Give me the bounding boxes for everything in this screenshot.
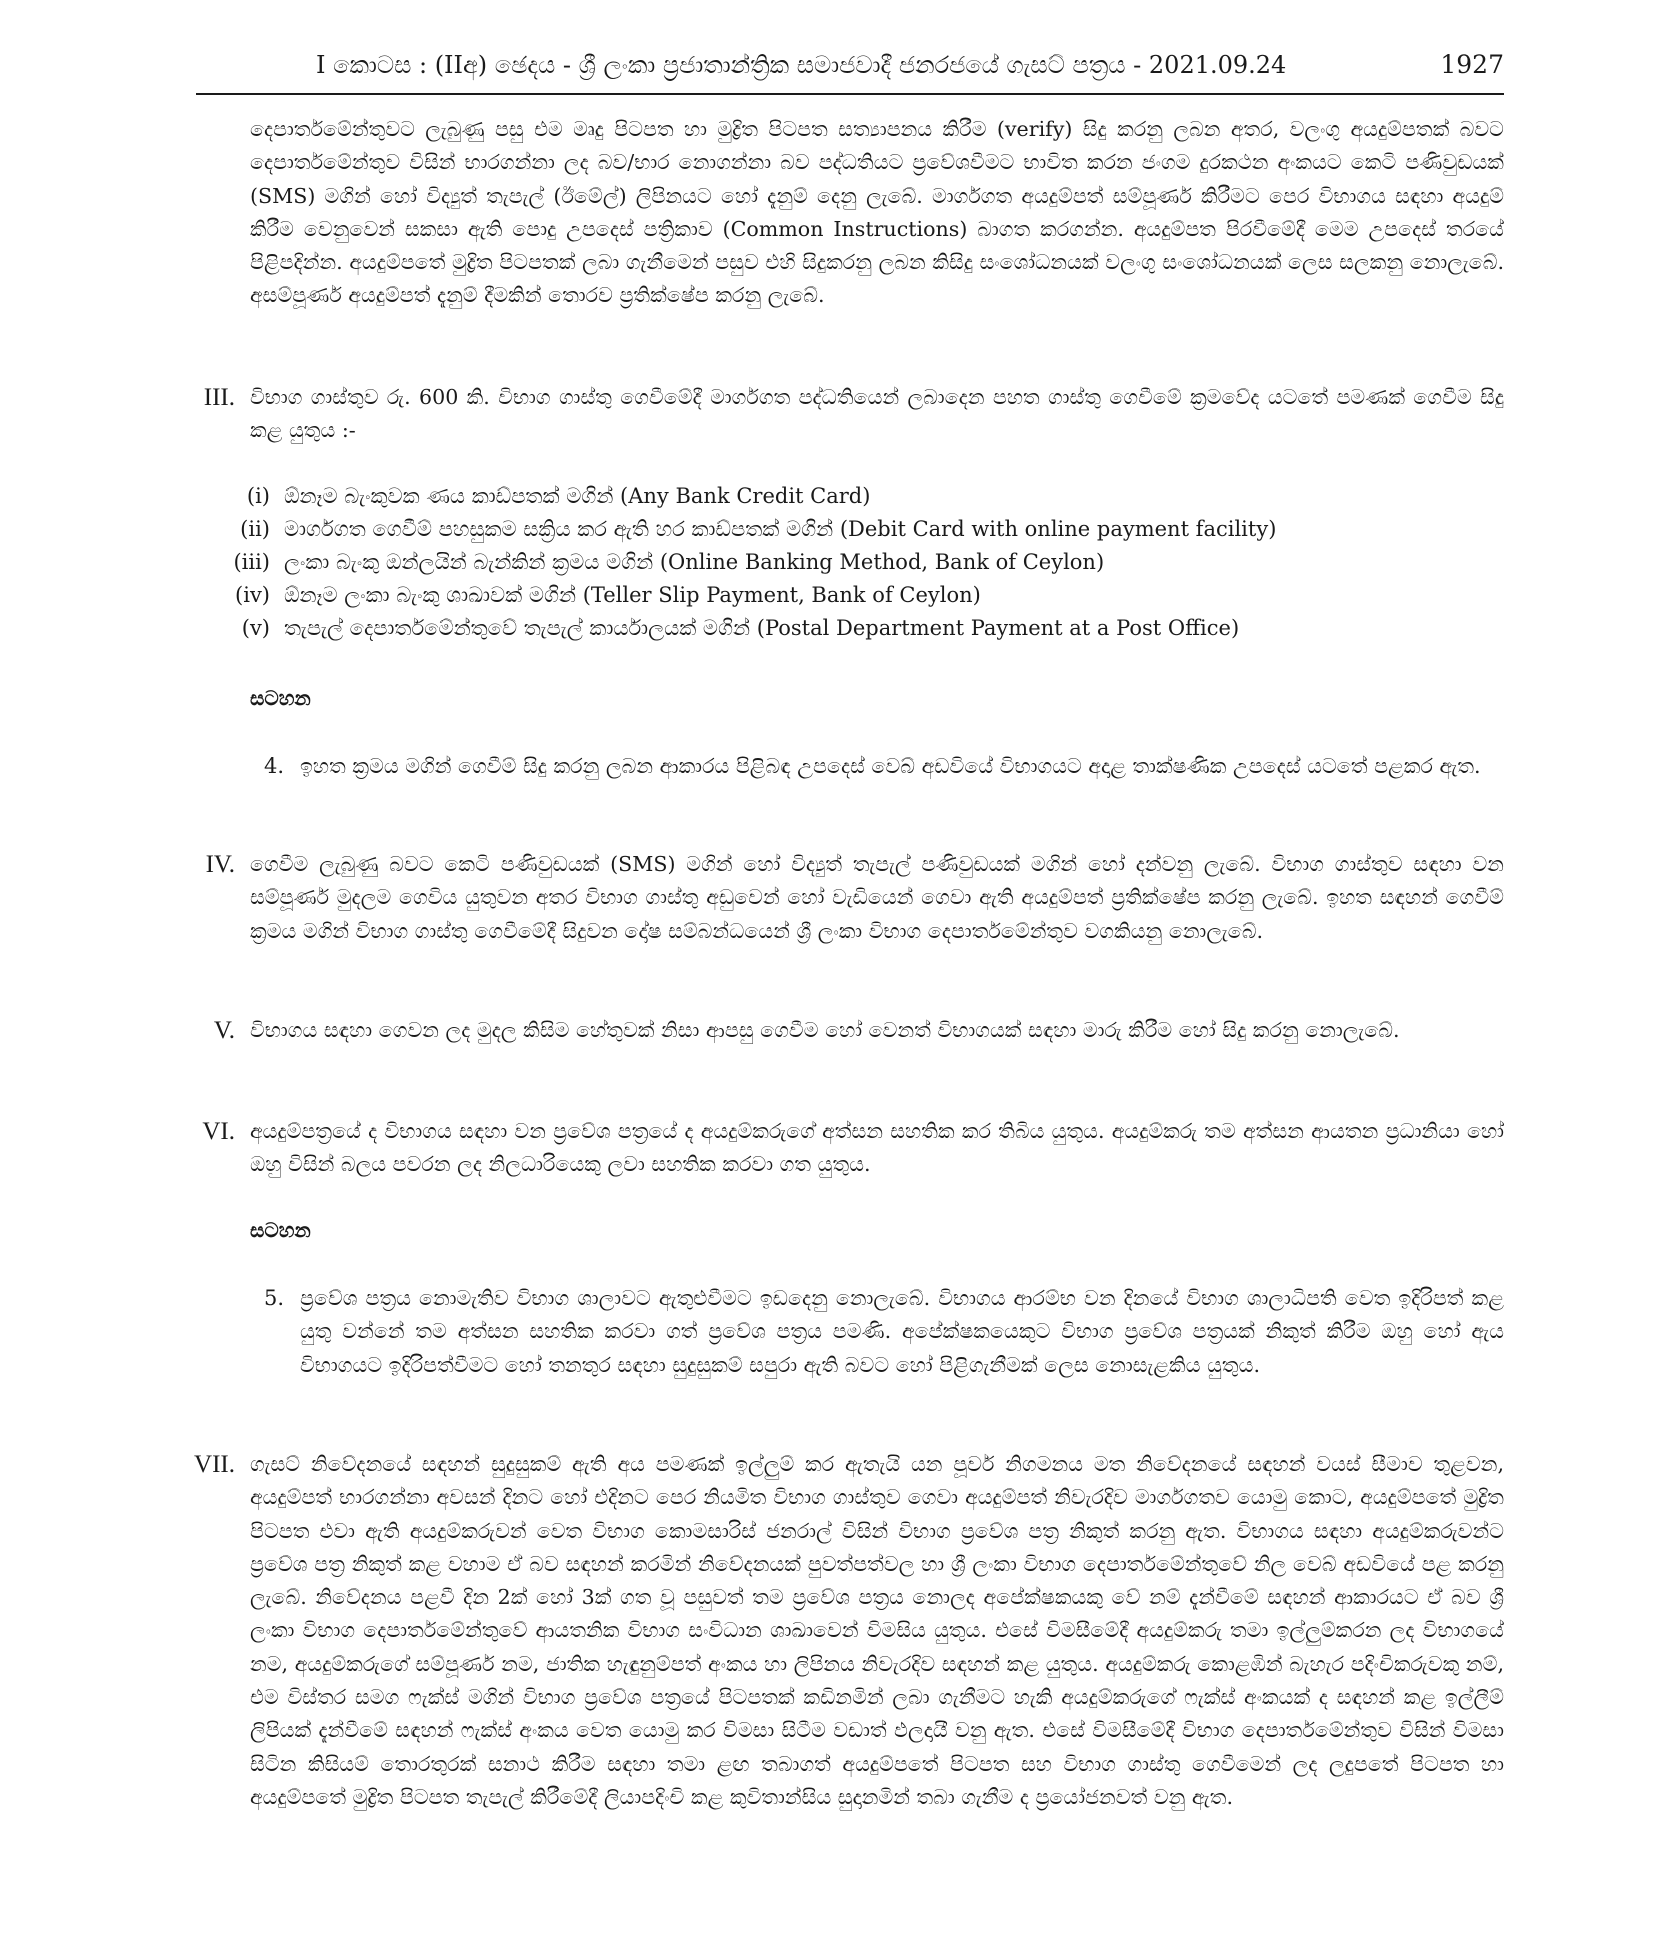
- section-number-vii: VII.: [194, 1451, 235, 1478]
- section-iii-text: විභාග ගාස්තුව රු. 600 කි. විභාග ගාස්තු ගෙවීමේදී මාර්ගගත පද්ධතියෙන් ලබාදෙන පහත ගාස්තු ගෙවීමේ ක්‍රමවේද යටතේ පමණක් ගෙවීම සිදු කළ යුතුය :-: [250, 385, 1504, 443]
- item-number: (iii): [233, 550, 270, 574]
- payment-method-item: [210, 612, 1239, 645]
- header-title: I කොටස : (IIඅ) ඡෙදය - ශ්‍රී ලංකා ප්‍රජාතාන්ත්‍රික සමාජවාදී ජනරජයේ ගැසට් පත්‍රය - 2021.09.24: [316, 51, 1287, 79]
- section-v-text: විභාගය සඳහා ගෙවන ලද මුදල කිසිම හේතුවක් නිසා ආපසු ගෙවීම හෝ වෙනත් විභාගයක් සඳහා මාරු කිරීම හෝ සිදු කරනු නොලැබේ.: [250, 1018, 1400, 1042]
- intro-paragraph: දෙපාර්තමේන්තුවට ලැබුණු පසු එම මෘදු පිටපත හා මුද්‍රිත පිටපත සත්‍යාපනය කිරීම (verify) සිදු කරනු ලබන අතර, වලංගු අයදුම්පතක් බවට දෙපාර්තමේන්තුව විසින් භාරගන්නා ලද බව/භාර නොගන්නා බව පද්ධතියට ප්‍රවේශවීමට භාවිත කරන ජංගම දුරකථන අංකයට කෙටි පණිවුඩයක් (SMS) මගින් හෝ විද්‍යුත් තැපැල් (ඊමේල්) ලිපිනයට හෝ දැනුම් දෙනු ලැබේ. මාර්ගගත අයදුම්පත් සම්පූර්ණ කිරීමට පෙර විභාගය සඳහා අයදුම් කිරීම වෙනුවෙන් සකසා ඇති පොදු උපදෙස් පත්‍රිකාව (Common Instructions) බාගත කරගන්න. අයදුම්පත පිරවීමේදී මෙම උපදෙස් තරයේ පිළිපදින්න. අයදුම්පතේ මුද්‍රිත පිටපතක් ලබා ගැනීමෙන් පසුව එහි සිදුකරනු ලබන කිසිදු සංශෝධනයක් වලංගු සංශෝධනයක් ලෙස සලකනු නොලැබේ. අසම්පූර්ණ අයදුම්පත් දැනුම් දීමකින් තොරව ප්‍රතික්ෂේප කරනු ලැබේ.: [250, 117, 1504, 308]
- section-number-iv: IV.: [205, 851, 235, 878]
- item-text: ලංකා බැංකු ඔන්ලයින් බැන්කින් ක්‍රමය මගින් (Online Banking Method, Bank of Ceylon): [284, 550, 1105, 574]
- item-number: (ii): [240, 517, 270, 541]
- item-number: (i): [246, 484, 270, 508]
- payment-method-item: [210, 480, 870, 513]
- section-vi-text: අයදුම්පත්‍රයේ ද විභාගය සඳහා වන ප්‍රවේශ පත්‍රයේ ද අයදුම්කරුගේ අත්සන සහතික කර තිබිය යුතුය. අයදුම්කරු තම අත්සන ආයතන ප්‍රධානියා හෝ ඔහු විසින් බලය පවරන ලද නිලධාරියෙකු ලවා සහතික කරවා ගත යුතුය.: [250, 1119, 1504, 1177]
- note-label: සටහන: [250, 1218, 311, 1242]
- payment-method-item: [210, 546, 1104, 579]
- section-number-vi: VI.: [202, 1118, 235, 1145]
- item-text: මාර්ගගත ගෙවීම් පහසුකම සක්‍රිය කර ඇති හර කාඩ්පතක් මගින් (Debit Card with online payment facility): [284, 517, 1277, 541]
- item-number: (v): [241, 616, 270, 640]
- page-header: [196, 48, 1504, 92]
- header-rule: [196, 93, 1504, 95]
- note-4-text: ඉහත ක්‍රමය මගින් ගෙවීම් සිදු කරනු ලබන ආකාරය පිළිබඳ උපදෙස් වෙබ් අඩවියේ විභාගයට අදාළ තාක්ෂණික උපදෙස් යටතේ පළකර ඇත.: [300, 754, 1481, 778]
- section-iv-text: ගෙවීම ලැබුණු බවට කෙටි පණිවුඩයක් (SMS) මගින් හෝ විද්‍යුත් තැපැල් පණිවුඩයක් මගින් හෝ දන්වනු ලැබේ. විභාග ගාස්තුව සඳහා වන සම්පූර්ණ මුදලම ගෙවිය යුතුවන අතර විභාග ගාස්තු අඩුවෙන් හෝ වැඩියෙන් ගෙවා ඇති අයදුම්පත් ප්‍රතික්ෂේප කරනු ලැබේ. ඉහත සඳහන් ගෙවීම් ක්‍රමය මගින් විභාග ගාස්තු ගෙවීමේදී සිදුවන දෝෂ සම්බන්ධයෙන් ශ්‍රී ලංකා විභාග දෙපාර්තමේන්තුව වගකියනු නොලැබේ.: [250, 852, 1504, 943]
- note-label: සටහන: [250, 686, 311, 710]
- note-number: 5.: [263, 1286, 284, 1310]
- item-text: ඕනෑම බැංකුවක ණය කාඩ්පතක් මගින් (Any Bank Credit Card): [284, 484, 871, 508]
- page-number: 1927: [1440, 50, 1504, 79]
- note-5-text: ප්‍රවේශ පත්‍රය නොමැතිව විභාග ශාලාවට ඇතුළුවීමට ඉඩදෙනු නොලැබේ. විභාගය ආරම්භ වන දිනයේ විභාග ශාලාධිපති වෙත ඉදිරිපත් කළ යුතු වන්නේ තම අත්සන සහතික කරවා ගත් ප්‍රවේශ පත්‍රය පමණි. අපේක්ෂකයෙකුට විභාග ප්‍රවේශ පත්‍රයක් නිකුත් කිරීම ඔහු හෝ ඇය විභාගයට ඉදිරිපත්වීමට හෝ තනතුර සඳහා සුදුසුකම් සපුරා ඇති බවට හෝ පිළිගැනීමක් ලෙස නොසැළකිය යුතුය.: [300, 1286, 1504, 1377]
- section-vii-text: ගැසට් නිවේදනයේ සඳහන් සුදුසුකම් ඇති අය පමණක් ඉල්ලුම් කර ඇතැයි යන පූර්ව නිගමනය මත නිවේදනයේ සඳහන් වයස් සීමාව තුළවන, අයදුම්පත් භාරගන්නා අවසන් දිනට හෝ එදිනට පෙර නියමිත විභාග ගාස්තුව ගෙවා අයදුම්පත් නිවැරදිව මාර්ගගතව යොමු කොට, අයදුම්පතේ මුද්‍රිත පිටපත එවා ඇති අයදුම්කරුවන් වෙත විභාග කොමසාරිස් ජනරාල් විසින් විභාග ප්‍රවේශ පත්‍ර නිකුත් කරනු ඇත. විභාගය සඳහා අයදුම්කරුවන්ට ප්‍රවේශ පත්‍ර නිකුත් කළ වහාම ඒ බව සඳහන් කරමින් නිවේදනයක් පුවත්පත්වල හා ශ්‍රී ලංකා විභාග දෙපාර්තමේන්තුවේ නිල වෙබ් අඩවියේ පළ කරනු ලැබේ. නිවේදනය පළවී දින 2ක් හෝ 3ක් ගත වූ පසුවත් තම ප්‍රවේශ පත්‍රය නොලද අපේක්ෂකයකු වේ නම් දැන්වීමේ සඳහන් ආකාරයට ඒ බව ශ්‍රී ලංකා විභාග දෙපාර්තමේන්තුවේ ආයතනික විභාග සංවිධාන ශාඛාවෙන් විමසිය යුතුය. එසේ විමසීමේදී අයදුම්කරු තමා ඉල්ලුම්කරන ලද විභාගයේ නම, අයදුම්කරුගේ සම්පූර්ණ නම, ජාතික හැඳුනුම්පත් අංකය හා ලිපිනය නිවැරදිව සඳහන් කළ යුතුය. අයදුම්කරු කොළඹින් බැහැර පදිංචිකරුවකු නම්, එම විස්තර සමග ෆැක්ස් මගින් විභාග ප්‍රවේශ පත්‍රයේ පිටපතක් කඩිනමින් ලබා ගැනීමට හැකි අයදුම්කරුගේ ෆැක්ස් අංකයක් ද සඳහන් කළ ඉල්ලීම් ලිපියක් දැන්වීමේ සඳහන් ෆැක්ස් අංකය වෙත යොමු කර විමසා සිටීම වඩාත් ඵලදායී වනු ඇත. එසේ විමසීමේදී විභාග දෙපාර්තමේන්තුව විසින් විමසා සිටින කිසියම් තොරතුරක් සනාථ කිරීම සඳහා තමා ළඟ තබාගත් අයදුම්පතේ පිටපත සහ විභාග ගාස්තු ගෙවීමෙන් ලද ලදුපතේ පිටපත හා අයදුම්පතේ මුද්‍රිත පිටපත තැපැල් කිරීමේදී ලියාපදිංචි කළ කුවිතාන්සිය සුදානමින් තබා ගැනීම ද ප්‍රයෝජනවත් වනු ඇත.: [250, 1452, 1504, 1809]
- item-text: තැපැල් දෙපාර්තමේන්තුවේ තැපැල් කාර්යාලයක් මගින් (Postal Department Payment at a Post Office): [284, 616, 1240, 640]
- section-number-iii: III.: [203, 384, 235, 411]
- section-number-v: V.: [213, 1017, 235, 1044]
- payment-method-item: [210, 579, 981, 612]
- item-text: ඕනෑම ලංකා බැංකු ශාඛාවක් මගින් (Teller Slip Payment, Bank of Ceylon): [284, 583, 981, 607]
- item-number: (iv): [235, 583, 270, 607]
- payment-method-item: [210, 513, 1276, 546]
- note-number: 4.: [263, 754, 284, 778]
